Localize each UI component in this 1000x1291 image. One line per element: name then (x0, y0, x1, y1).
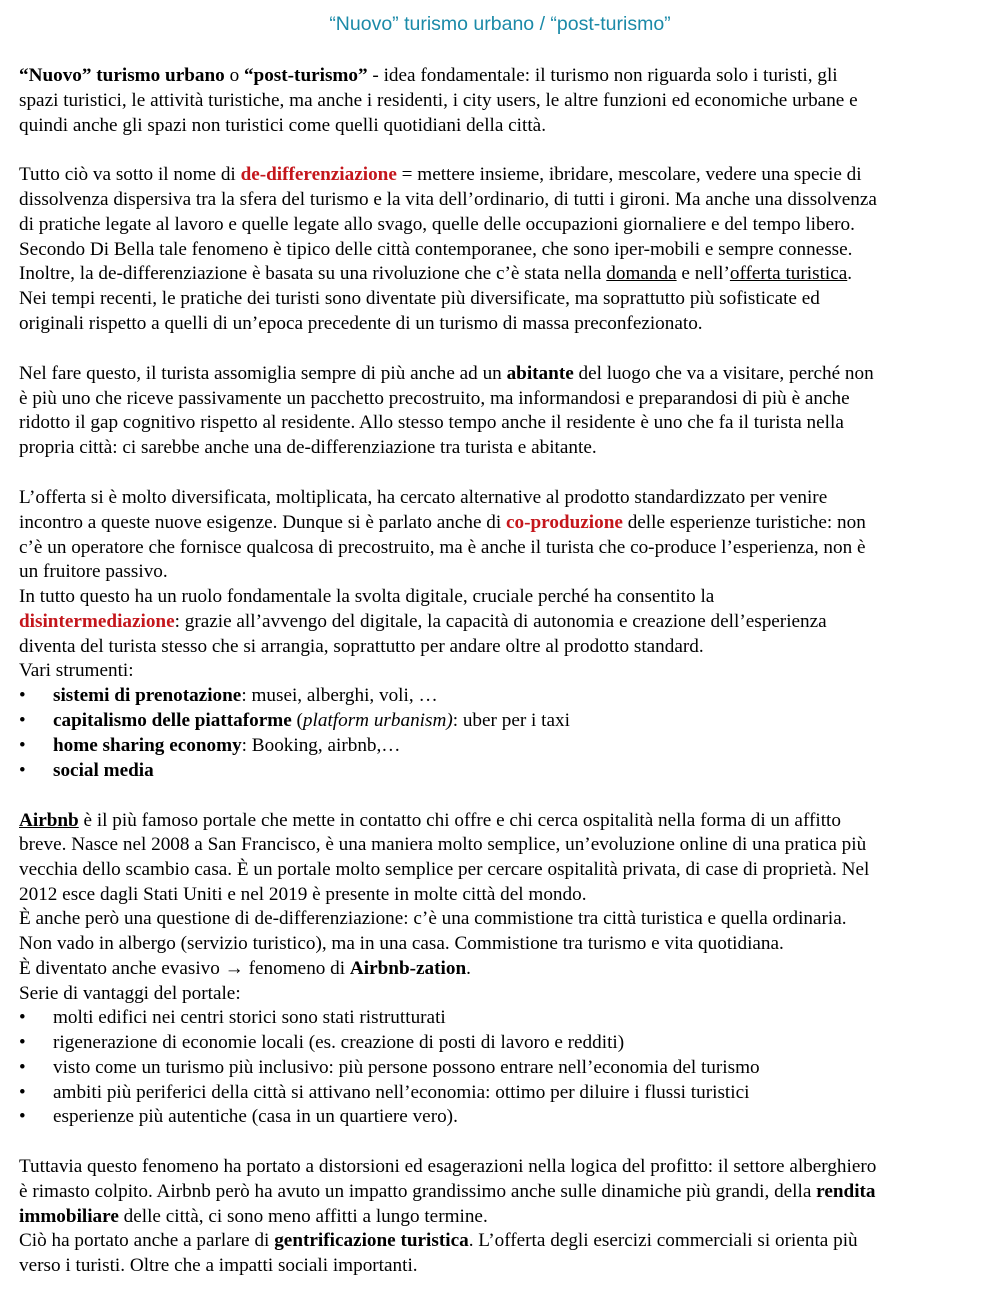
p2-line-3: di pratiche legate al lavoro e quelle legate allo svago, quelle delle occupazioni giornaliere e del tempo libero. (19, 214, 855, 235)
bold-term: rendita (816, 1181, 876, 1202)
text: È diventato anche evasivo (19, 958, 225, 979)
list-item: rigenerazione di economie locali (es. creazione di posti di lavoro e redditi) (53, 1032, 625, 1053)
list-item: molti edifici nei centri storici sono stati ristrutturati (53, 1007, 446, 1028)
p1-line-2: spazi turistici, le attività turistiche, ma anche i residenti, i city users, le altre funzioni ed economiche urbane e (19, 90, 858, 111)
p5-line-2: breve. Nasce nel 2008 a San Francisco, è una maniera molto semplice, un’evoluzione online di una pratica più (19, 834, 867, 855)
p2-line-1 (19, 163, 862, 187)
text: : Booking, airbnb,… (241, 735, 401, 756)
bullet: • (19, 1106, 26, 1127)
p2-line-4: Secondo Di Bella tale fenomeno è tipico delle città contemporanee, che sono iper-mobili e sempre connesse. (19, 239, 853, 260)
text: = mettere insieme, ibridare, mescolare, vedere una specie di (396, 164, 862, 185)
bold-term: social media (53, 760, 154, 781)
arrow-icon: → (224, 958, 244, 979)
text: del luogo che va a visitare, perché non (573, 363, 874, 384)
p3-line-3: ridotto il gap cognitivo rispetto al residente. Allo stesso tempo anche il residente è uno che fa il turista nella (19, 412, 844, 433)
bullet: • (19, 760, 26, 781)
list-item (53, 709, 570, 733)
text: Nel fare questo, il turista assomiglia sempre di più anche ad un (19, 363, 507, 384)
p6-line-1: Tuttavia questo fenomeno ha portato a distorsioni ed esagerazioni nella logica del profitto: il settore alberghiero (19, 1156, 877, 1177)
text: - idea fondamentale: il turismo non riguarda solo i turisti, gli (367, 65, 838, 86)
bullet: • (19, 1032, 26, 1053)
text: : uber per i taxi (452, 710, 570, 731)
p5-line-3: vecchia dello scambio casa. È un portale molto semplice per cercare ospitalità privata, di case di proprietà. Nel (19, 859, 870, 880)
bullet: • (19, 685, 26, 706)
bullet: • (19, 1082, 26, 1103)
p3-line-4: propria città: ci sarebbe anche una de-differenziazione tra turista e abitante. (19, 437, 597, 458)
red-term: de-differenziazione (240, 164, 397, 185)
text: ( (291, 710, 303, 731)
list-item: visto come un turismo più inclusivo: più persone possono entrare nell’economia del turismo (53, 1057, 760, 1078)
red-term: disintermediazione (19, 611, 175, 632)
p6-line-3 (19, 1205, 488, 1229)
italic-term: platform urbanism) (302, 710, 453, 731)
p3-line-2: è più uno che riceve passivamente un pacchetto precostruito, ma informandosi e preparandosi di più è anche (19, 388, 850, 409)
bullet: • (19, 1057, 26, 1078)
bullet: • (19, 1007, 26, 1028)
bold-term: gentrificazione turistica (274, 1230, 469, 1251)
bullet: • (19, 710, 26, 731)
text: e nell’ (676, 263, 730, 284)
bold-term: capitalismo delle piattaforme (53, 710, 292, 731)
bold-term: Airbnb-zation (349, 958, 467, 979)
list-item: esperienze più autentiche (casa in un quartiere vero). (53, 1106, 458, 1127)
p4-line-4: un fruitore passivo. (19, 561, 168, 582)
p6-line-5: verso i turisti. Oltre che a impatti sociali importanti. (19, 1255, 418, 1276)
text: . L’offerta degli esercizi commerciali si orienta più (468, 1230, 858, 1251)
text: Inoltre, la de-differenziazione è basata su una rivoluzione che c’è stata nella (19, 263, 607, 284)
p5-line-7 (19, 957, 471, 981)
red-term: co-produzione (505, 512, 623, 533)
bold-term: abitante (506, 363, 574, 384)
text: Tutto ciò va sotto il nome di (19, 164, 241, 185)
text: o (224, 65, 244, 86)
p4-line-6 (19, 610, 827, 634)
p1-line-3: quindi anche gli spazi non turistici come quelli quotidiani della città. (19, 115, 546, 136)
text: : grazie all’avvengo del digitale, la capacità di autonomia e creazione dell’esperienza (174, 611, 827, 632)
p6-line-2 (19, 1180, 876, 1204)
bold-term: immobiliare (19, 1206, 119, 1227)
p5-line-5: È anche però una questione di de-differenziazione: c’è una commistione tra città turistica e quella ordinaria. (19, 908, 847, 929)
bold-term: home sharing economy (53, 735, 242, 756)
p2-line-7: originali rispetto a quelli di un’epoca precedente di un turismo di massa preconfezionato. (19, 313, 703, 334)
text: è rimasto colpito. Airbnb però ha avuto un impatto grandissimo anche sulle dinamiche più grandi, della (19, 1181, 817, 1202)
p4-line-2 (19, 511, 866, 535)
list-item (53, 759, 154, 783)
p5-line-4: 2012 esce dagli Stati Uniti e nel 2019 è presente in molte città del mondo. (19, 884, 587, 905)
bold-term: “Nuovo” turismo urbano (19, 65, 225, 86)
text: . (847, 263, 853, 284)
bold-term: “post-turismo” (243, 65, 368, 86)
text: incontro a queste nuove esigenze. Dunque si è parlato anche di (19, 512, 506, 533)
p5-line-6: Non vado in albergo (servizio turistico), ma in una casa. Commistione tra turismo e vita quotidiana. (19, 933, 784, 954)
text: Ciò ha portato anche a parlare di (19, 1230, 275, 1251)
text: delle città, ci sono meno affitti a lungo termine. (118, 1206, 488, 1227)
bullet: • (19, 735, 26, 756)
p5-line-1 (19, 809, 841, 833)
underlined-bold-term: Airbnb (19, 810, 79, 831)
text: è il più famoso portale che mette in contatto chi offre e chi cerca ospitalità nella forma di un affitto (78, 810, 841, 831)
text: . (466, 958, 471, 979)
p5-line-8: Serie di vantaggi del portale: (19, 983, 241, 1004)
text: : musei, alberghi, voli, … (241, 685, 438, 706)
text: fenomeno di (243, 958, 350, 979)
p4-line-8: Vari strumenti: (19, 660, 134, 681)
p3-line-1 (19, 362, 874, 386)
p1-line-1 (19, 64, 838, 88)
text: delle esperienze turistiche: non (622, 512, 866, 533)
list-item (53, 734, 401, 758)
p2-line-5 (19, 262, 852, 286)
underlined-term: offerta turistica (729, 263, 848, 284)
p4-line-7: diventa del turista stesso che si arrangia, soprattutto per andare oltre al prodotto standard. (19, 636, 704, 657)
p2-line-6: Nei tempi recenti, le pratiche dei turisti sono diventate più diversificate, ma soprattutto più sofisticate ed (19, 288, 820, 309)
p4-line-3: c’è un operatore che fornisce qualcosa di precostruito, ma è anche il turista che co-produce l’esperienza, non è (19, 537, 866, 558)
list-item: ambiti più periferici della città si attivano nell’economia: ottimo per diluire i flussi turistici (53, 1082, 750, 1103)
list-item (53, 684, 438, 708)
underlined-term: domanda (606, 263, 677, 284)
document-title: “Nuovo” turismo urbano / “post-turismo” (329, 13, 671, 35)
p2-line-2: dissolvenza dispersiva tra la sfera del turismo e la vita dell’ordinario, di tutti i gironi. Ma anche una dissolvenza (19, 189, 877, 210)
p4-line-1: L’offerta si è molto diversificata, moltiplicata, ha cercato alternative al prodotto standardizzato per venire (19, 487, 828, 508)
p6-line-4 (19, 1229, 858, 1253)
bold-term: sistemi di prenotazione (53, 685, 242, 706)
p4-line-5: In tutto questo ha un ruolo fondamentale la svolta digitale, cruciale perché ha consentito la (19, 586, 715, 607)
